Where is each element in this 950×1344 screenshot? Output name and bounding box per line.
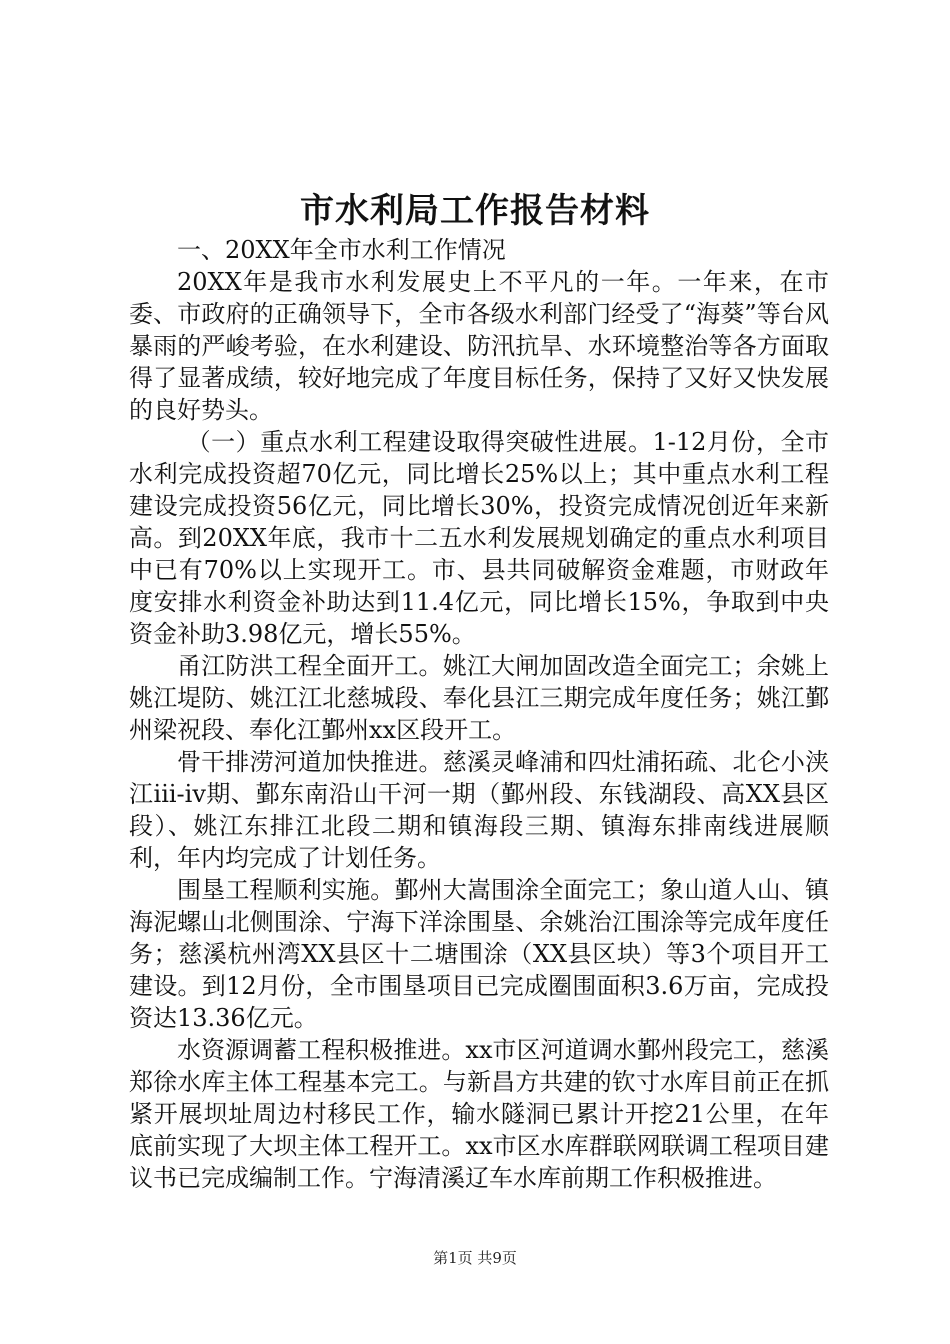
page-footer: 第1页 共9页	[433, 1249, 517, 1267]
paragraph-reclamation: 围垦工程顺利实施。鄞州大嵩围涂全面完工；象山道人山、镇海泥螺山北侧围涂、宁海下洋涂围垦、余姚治江围涂等完成年度任务；慈溪杭州湾XX县区十二塘围涂（XX县区块）等3个项目开工建设。到12月份，全市围垦项目已完成圈围面积3.6万亩，完成投资达13.36亿元。	[129, 876, 829, 1032]
paragraph-flood-control: 甬江防洪工程全面开工。姚江大闸加固改造全面完工；余姚上姚江堤防、姚江江北慈城段、奉化县江三期完成年度任务；姚江鄞州梁祝段、奉化江鄞州xx区段开工。	[129, 652, 829, 744]
section-heading: 一、20XX年全市水利工作情况	[177, 236, 506, 264]
document-body	[129, 234, 829, 1194]
paragraph-key-projects: （一）重点水利工程建设取得突破性进展。1-12月份，全市水利完成投资超70亿元，同比增长25%以上；其中重点水利工程建设完成投资56亿元，同比增长30%，投资完成情况创近年来新高。到20XX年底，我市十二五水利发展规划确定的重点水利项目中已有70%以上实现开工。市、县共同破解资金难题，市财政年度安排水利资金补助达到11.4亿元，同比增长15%，争取到中央资金补助3.98亿元，增长55%。	[129, 428, 829, 648]
paragraph-drainage: 骨干排涝河道加快推进。慈溪灵峰浦和四灶浦拓疏、北仑小浃江iii-iv期、鄞东南沿山干河一期（鄞州段、东钱湖段、高XX县区段）、姚江东排江北段二期和镇海段三期、镇海东排南线进展顺利，年内均完成了计划任务。	[129, 748, 829, 872]
document-title: 市水利局工作报告材料	[300, 191, 650, 231]
paragraph-water-resources: 水资源调蓄工程积极推进。xx市区河道调水鄞州段完工，慈溪郑徐水库主体工程基本完工。与新昌方共建的钦寸水库目前正在抓紧开展坝址周边村移民工作，输水隧洞已累计开挖21公里，在年底前实现了大坝主体工程开工。xx市区水库群联网联调工程项目建议书已完成编制工作。宁海清溪辽车水库前期工作积极推进。	[129, 1036, 829, 1192]
paragraph-overview: 20XX年是我市水利发展史上不平凡的一年。一年来，在市委、市政府的正确领导下，全市各级水利部门经受了“海葵”等台风暴雨的严峻考验，在水利建设、防汛抗旱、水环境整治等各方面取得了显著成绩，较好地完成了年度目标任务，保持了又好又快发展的良好势头。	[129, 268, 829, 424]
